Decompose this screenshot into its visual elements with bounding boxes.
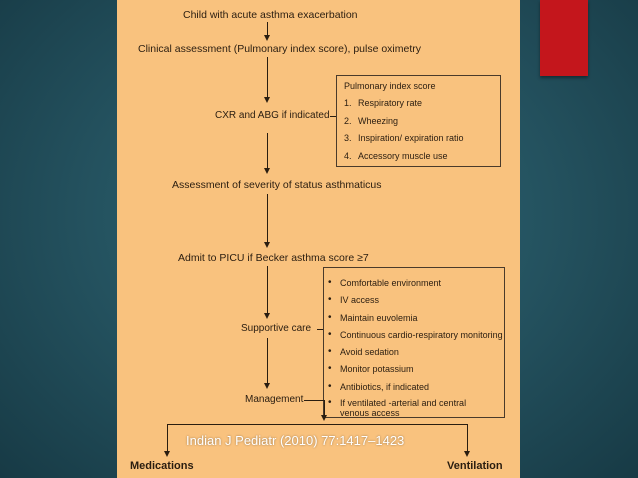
arrow-left xyxy=(164,451,170,457)
list-item: • Monitor potassium xyxy=(324,363,504,375)
arrow-3 xyxy=(264,168,270,174)
list-item: • Antibiotics, if indicated xyxy=(324,381,504,393)
supportive-care-list xyxy=(324,277,504,418)
connector-2 xyxy=(267,57,268,98)
arrow-4 xyxy=(264,242,270,248)
accent-tab xyxy=(540,0,588,76)
step-clinical-assessment: Clinical assessment (Pulmonary index score), pulse oximetry xyxy=(138,43,422,55)
list-item: • Maintain euvolemia xyxy=(324,312,504,324)
step-assessment-severity: Assessment of severity of status asthmaticus xyxy=(172,179,382,191)
list-item: • IV access xyxy=(324,294,504,306)
step-cxr-abg: CXR and ABG if indicated xyxy=(215,110,330,121)
connector-to-branch xyxy=(304,400,324,401)
list-item: 1. Respiratory rate xyxy=(344,98,423,108)
arrow-right xyxy=(464,451,470,457)
branch-left xyxy=(167,424,168,452)
step-management: Management xyxy=(245,394,304,405)
branch-line xyxy=(167,424,467,425)
step-supportive-care: Supportive care xyxy=(241,323,312,334)
step-admit-picu: Admit to PICU if Becker asthma score ≥7 xyxy=(178,252,369,264)
connector-6 xyxy=(267,338,268,384)
branch-right xyxy=(467,424,468,452)
connector-1 xyxy=(267,22,268,36)
arrow-1 xyxy=(264,35,270,41)
step-child-asthma: Child with acute asthma exacerbation xyxy=(183,9,358,21)
flowchart-panel xyxy=(117,0,520,478)
pulmonary-index-box xyxy=(336,75,501,167)
list-item: • Avoid sedation xyxy=(324,346,504,358)
outcome-medications: Medications xyxy=(130,460,194,472)
arrow-6 xyxy=(264,383,270,389)
list-item: • Continuous cardio-respiratory monitoring xyxy=(324,329,504,341)
pulmonary-index-list xyxy=(337,97,500,162)
list-item: 2. Wheezing xyxy=(344,115,399,126)
list-item: • If ventilated -arterial and central venous access xyxy=(324,398,490,418)
pulmonary-index-title: Pulmonary index score xyxy=(344,81,436,91)
list-item: • Comfortable environment xyxy=(324,277,504,289)
outcome-ventilation: Ventilation xyxy=(447,460,503,472)
list-item: 3. Inspiration/ expiration ratio xyxy=(344,133,464,143)
list-item: 4. Accessory muscle use xyxy=(344,150,448,161)
arrow-5 xyxy=(264,313,270,319)
supportive-care-box xyxy=(323,267,505,418)
connector-3 xyxy=(267,133,268,169)
connector-4 xyxy=(267,194,268,243)
arrow-7 xyxy=(321,415,327,421)
arrow-2 xyxy=(264,97,270,103)
citation-text: Indian J Pediatr (2010) 77:1417–1423 xyxy=(186,433,405,448)
connector-5 xyxy=(267,266,268,314)
